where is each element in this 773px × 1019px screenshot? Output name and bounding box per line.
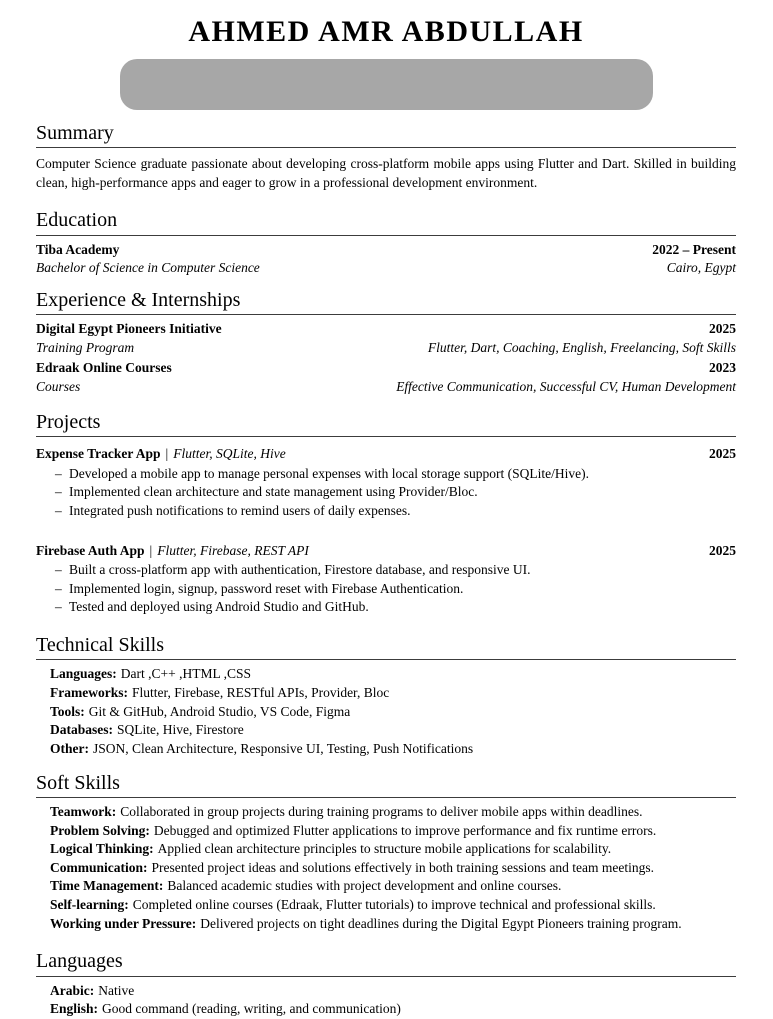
project-bullets bbox=[55, 465, 736, 521]
project-title: Firebase Auth App bbox=[36, 542, 145, 558]
project-title-row bbox=[36, 542, 736, 561]
skill-value: Flutter, Firebase, RESTful APIs, Provider, Bloc bbox=[131, 685, 390, 701]
experience-role: Training Program bbox=[36, 339, 135, 355]
bullet-text: Built a cross-platform app with authentication, Firestore database, and responsive UI. bbox=[69, 562, 531, 578]
soft-skills-heading: Soft Skills bbox=[36, 772, 736, 798]
soft-skill-label: Self-learning: bbox=[50, 897, 129, 913]
skill-value: SQLite, Hive, Firestore bbox=[117, 722, 244, 738]
soft-skill-line bbox=[50, 915, 736, 934]
soft-skill-value: Debugged and optimized Flutter applications to improve performance and fix runtime errors. bbox=[153, 822, 657, 838]
skill-label: Frameworks: bbox=[50, 685, 128, 701]
experience-title: Edraak Online Courses bbox=[36, 360, 172, 376]
section-experience bbox=[36, 289, 736, 397]
experience-entry bbox=[36, 359, 736, 396]
project-entry bbox=[36, 445, 736, 521]
bullet-dash: – bbox=[55, 599, 62, 615]
education-location: Cairo, Egypt bbox=[666, 260, 736, 276]
soft-skill-label: Logical Thinking: bbox=[50, 841, 154, 857]
soft-skill-label: Communication: bbox=[50, 859, 148, 875]
project-bullet bbox=[55, 580, 736, 599]
experience-entry-subtitle-row bbox=[36, 339, 736, 358]
candidate-name: AHMED AMR ABDULLAH bbox=[188, 15, 584, 48]
education-heading: Education bbox=[36, 209, 736, 235]
soft-skill-line bbox=[50, 859, 736, 878]
skill-line bbox=[50, 665, 736, 684]
soft-skill-line bbox=[50, 803, 736, 822]
experience-date: 2023 bbox=[709, 360, 736, 376]
project-separator: | bbox=[165, 446, 169, 462]
skill-value: JSON, Clean Architecture, Responsive UI, Testing, Push Notifications bbox=[92, 740, 474, 756]
project-title-group bbox=[36, 445, 286, 464]
soft-skill-line bbox=[50, 896, 736, 915]
school-name: Tiba Academy bbox=[36, 241, 120, 257]
bullet-text: Integrated push notifications to remind users of daily expenses. bbox=[69, 502, 411, 518]
soft-skill-value: Completed online courses (Edraak, Flutter tutorials) to improve technical and professional skills. bbox=[132, 897, 656, 913]
soft-skill-value: Delivered projects on tight deadlines during the Digital Egypt Pioneers training program. bbox=[200, 915, 682, 931]
project-stack: Flutter, Firebase, REST API bbox=[157, 542, 309, 558]
soft-skill-label: Teamwork: bbox=[50, 803, 117, 819]
education-entry-title-row bbox=[36, 241, 736, 260]
skill-line bbox=[50, 740, 736, 759]
skill-label: Databases: bbox=[50, 722, 113, 738]
languages-heading: Languages bbox=[36, 950, 736, 976]
project-title: Expense Tracker App bbox=[36, 446, 161, 462]
soft-skill-label: Problem Solving: bbox=[50, 822, 150, 838]
project-bullet bbox=[55, 561, 736, 580]
languages-list bbox=[50, 982, 736, 1019]
bullet-dash: – bbox=[55, 562, 62, 578]
section-education bbox=[36, 209, 736, 278]
experience-entry-title-row bbox=[36, 359, 736, 378]
skill-line bbox=[50, 684, 736, 703]
bullet-text: Tested and deployed using Android Studio and GitHub. bbox=[69, 599, 369, 615]
project-bullet bbox=[55, 502, 736, 521]
project-separator: | bbox=[149, 542, 153, 558]
project-entry bbox=[36, 542, 736, 618]
education-entry-subtitle-row bbox=[36, 259, 736, 278]
skill-line bbox=[50, 721, 736, 740]
project-bullet bbox=[55, 483, 736, 502]
summary-heading: Summary bbox=[36, 122, 736, 148]
skill-value: Dart ,C++ ,HTML ,CSS bbox=[120, 666, 251, 682]
soft-skill-label: Working under Pressure: bbox=[50, 915, 197, 931]
skill-line bbox=[50, 703, 736, 722]
soft-skill-value: Presented project ideas and solutions effectively in both training sessions and team meetings. bbox=[151, 859, 655, 875]
project-stack: Flutter, SQLite, Hive bbox=[173, 446, 286, 462]
project-date: 2025 bbox=[709, 446, 736, 462]
experience-entry bbox=[36, 320, 736, 357]
soft-skill-value: Collaborated in group projects during training programs to deliver mobile apps within deadlines. bbox=[120, 803, 643, 819]
bullet-text: Implemented login, signup, password reset with Firebase Authentication. bbox=[69, 580, 464, 596]
experience-date: 2025 bbox=[709, 321, 736, 337]
language-line bbox=[50, 1000, 736, 1019]
soft-skill-line bbox=[50, 877, 736, 896]
experience-heading: Experience & Internships bbox=[36, 289, 736, 315]
soft-skill-line bbox=[50, 822, 736, 841]
section-languages bbox=[36, 950, 736, 1019]
language-label: English: bbox=[50, 1001, 99, 1017]
experience-entry-title-row bbox=[36, 320, 736, 339]
project-title-group bbox=[36, 542, 309, 561]
degree-name: Bachelor of Science in Computer Science bbox=[36, 260, 260, 276]
experience-topics: Effective Communication, Successful CV, Human Development bbox=[396, 379, 736, 395]
project-bullets bbox=[55, 561, 736, 617]
education-dates: 2022 – Present bbox=[652, 241, 736, 257]
experience-topics: Flutter, Dart, Coaching, English, Freelancing, Soft Skills bbox=[427, 339, 736, 355]
experience-title: Digital Egypt Pioneers Initiative bbox=[36, 321, 222, 337]
technical-skills-heading: Technical Skills bbox=[36, 634, 736, 660]
experience-role: Courses bbox=[36, 379, 81, 395]
skill-label: Other: bbox=[50, 740, 89, 756]
language-label: Arabic: bbox=[50, 982, 95, 998]
bullet-dash: – bbox=[55, 465, 62, 481]
soft-skill-value: Applied clean architecture principles to structure mobile applications for scalability. bbox=[157, 841, 612, 857]
project-bullet bbox=[55, 465, 736, 484]
language-line bbox=[50, 982, 736, 1001]
section-soft-skills bbox=[36, 772, 736, 934]
project-bullet bbox=[55, 598, 736, 617]
section-summary bbox=[36, 122, 736, 193]
bullet-text: Developed a mobile app to manage personal expenses with local storage support (SQLite/Hive). bbox=[69, 465, 589, 481]
bullet-dash: – bbox=[55, 484, 62, 500]
contact-redacted-box bbox=[120, 59, 653, 110]
bullet-text: Implemented clean architecture and state management using Provider/Bloc. bbox=[69, 484, 478, 500]
skill-label: Tools: bbox=[50, 703, 85, 719]
project-date: 2025 bbox=[709, 542, 736, 558]
education-entry bbox=[36, 241, 736, 278]
soft-skill-value: Balanced academic studies with project development and online courses. bbox=[167, 878, 562, 894]
skill-value: Git & GitHub, Android Studio, VS Code, Figma bbox=[88, 703, 351, 719]
soft-skill-line bbox=[50, 840, 736, 859]
soft-skills-list bbox=[50, 803, 736, 933]
language-value: Native bbox=[98, 982, 135, 998]
section-projects bbox=[36, 411, 736, 617]
technical-skills-list bbox=[50, 665, 736, 758]
bullet-dash: – bbox=[55, 580, 62, 596]
summary-text: Computer Science graduate passionate about developing cross-platform mobile apps using Flutter and Dart. Skilled in building clean, high-performance apps and eager to grow in a professional development environment. bbox=[36, 155, 736, 190]
soft-skill-label: Time Management: bbox=[50, 878, 164, 894]
project-title-row bbox=[36, 445, 736, 464]
projects-heading: Projects bbox=[36, 411, 736, 437]
experience-entry-subtitle-row bbox=[36, 378, 736, 397]
section-technical-skills bbox=[36, 634, 736, 759]
bullet-dash: – bbox=[55, 502, 62, 518]
skill-label: Languages: bbox=[50, 666, 117, 682]
language-value: Good command (reading, writing, and communication) bbox=[102, 1001, 401, 1017]
